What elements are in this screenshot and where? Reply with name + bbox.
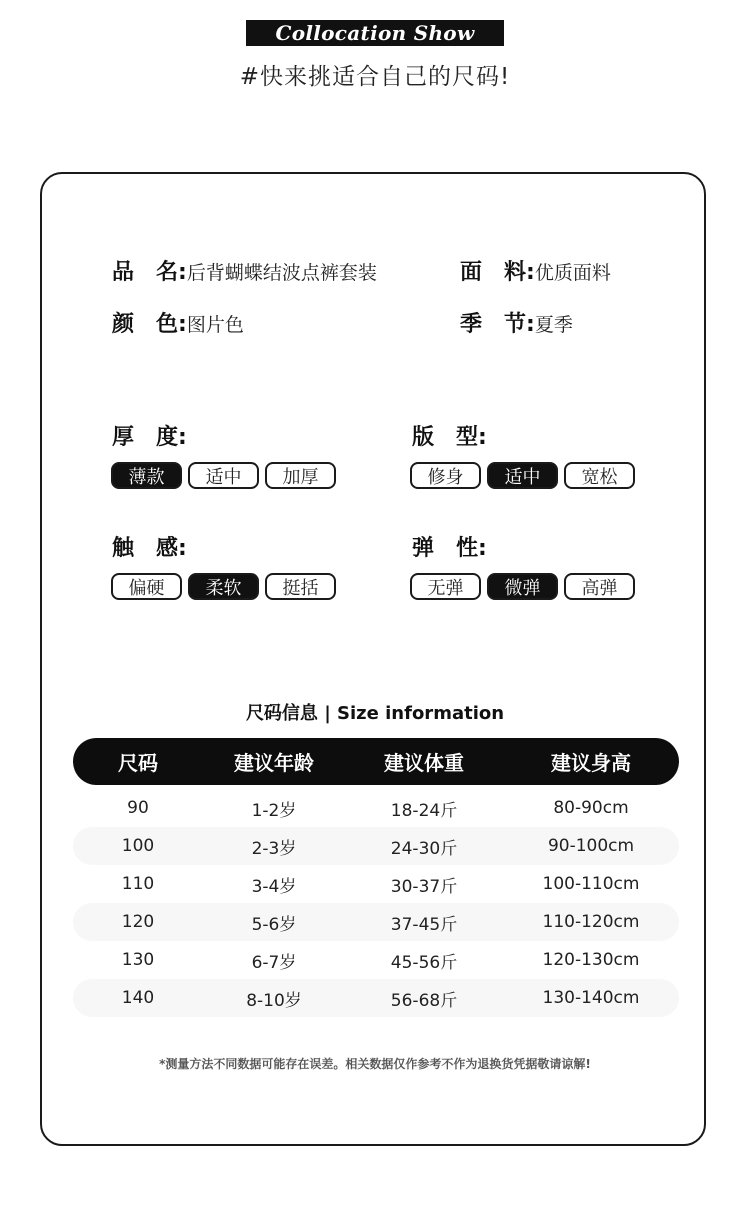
table-cell: 110-120cm — [542, 912, 640, 932]
table-cell: 2-3岁 — [251, 838, 297, 859]
table-cell: 90-100cm — [547, 836, 635, 856]
color-value: 图片色 — [186, 314, 244, 336]
fit-options — [410, 462, 635, 489]
table-cell: 6-7岁 — [251, 952, 297, 973]
fabric-row — [460, 255, 611, 286]
table-cell: 3-4岁 — [251, 876, 297, 897]
table-cell: 45-56斤 — [390, 952, 458, 973]
table-cell: 1-2岁 — [251, 800, 297, 821]
stretch-option: 无弹 — [410, 573, 481, 600]
disclaimer-footnote: *测量方法不同数据可能存在误差。相关数据仅作参考不作为退换货凭据敬请谅解! — [159, 1057, 591, 1071]
stretch-title: 弹 性: — [412, 536, 487, 561]
fabric-value: 优质面料 — [534, 262, 611, 284]
touch-options — [111, 573, 336, 600]
table-cell: 120-130cm — [542, 950, 640, 970]
stretch-option: 高弹 — [564, 573, 635, 600]
banner-title: Collocation Show — [275, 21, 475, 45]
table-cell: 5-6岁 — [251, 914, 297, 935]
size-table-title: 尺码信息 | Size information — [245, 703, 505, 724]
table-row — [73, 827, 679, 865]
table-cell: 120 — [121, 912, 155, 932]
table-cell: 8-10岁 — [246, 990, 302, 1011]
stretch-option: 微弹 — [487, 573, 558, 600]
touch-option: 偏硬 — [111, 573, 182, 600]
table-cell: 100-110cm — [542, 874, 640, 894]
fit-option: 适中 — [487, 462, 558, 489]
table-cell: 130-140cm — [542, 988, 640, 1008]
table-cell: 30-37斤 — [390, 876, 458, 897]
season-value: 夏季 — [534, 314, 573, 336]
touch-title: 触 感: — [112, 536, 187, 561]
table-row — [73, 979, 679, 1017]
table-cell: 24-30斤 — [390, 838, 458, 859]
table-row — [73, 865, 679, 903]
fabric-label: 面 料: — [460, 260, 535, 285]
fit-option: 宽松 — [564, 462, 635, 489]
fit-option: 修身 — [410, 462, 481, 489]
header-cell: 尺码 — [118, 751, 158, 775]
table-cell: 18-24斤 — [390, 800, 458, 821]
product-name-row — [112, 255, 377, 286]
product-name-label: 品 名: — [112, 260, 187, 285]
header-subtitle: #快来挑适合自己的尺码! — [239, 64, 511, 90]
season-row — [460, 307, 573, 338]
size-table-header — [73, 738, 679, 785]
thickness-title: 厚 度: — [112, 425, 187, 450]
fit-title: 版 型: — [412, 425, 487, 450]
product-name-value: 后背蝴蝶结波点裤套装 — [186, 262, 377, 284]
table-row — [73, 941, 679, 979]
touch-option: 挺括 — [265, 573, 336, 600]
table-cell: 140 — [121, 988, 155, 1008]
thickness-option: 加厚 — [265, 462, 336, 489]
thickness-option: 适中 — [188, 462, 259, 489]
color-row — [112, 307, 244, 338]
color-label: 颜 色: — [112, 312, 187, 337]
touch-option: 柔软 — [188, 573, 259, 600]
thickness-options — [111, 462, 336, 489]
table-cell: 56-68斤 — [390, 990, 458, 1011]
header-cell: 建议年龄 — [234, 751, 314, 775]
header-banner — [246, 20, 504, 46]
table-row — [73, 903, 679, 941]
stretch-options — [410, 573, 635, 600]
table-cell: 80-90cm — [553, 798, 629, 818]
thickness-option: 薄款 — [111, 462, 182, 489]
header-cell: 建议体重 — [384, 751, 464, 775]
table-cell: 110 — [121, 874, 155, 894]
table-cell: 100 — [121, 836, 155, 856]
table-row — [73, 789, 679, 827]
table-cell: 90 — [127, 798, 149, 818]
table-cell: 130 — [121, 950, 155, 970]
table-cell: 37-45斤 — [390, 914, 458, 935]
season-label: 季 节: — [460, 312, 535, 337]
header-cell: 建议身高 — [551, 751, 631, 775]
